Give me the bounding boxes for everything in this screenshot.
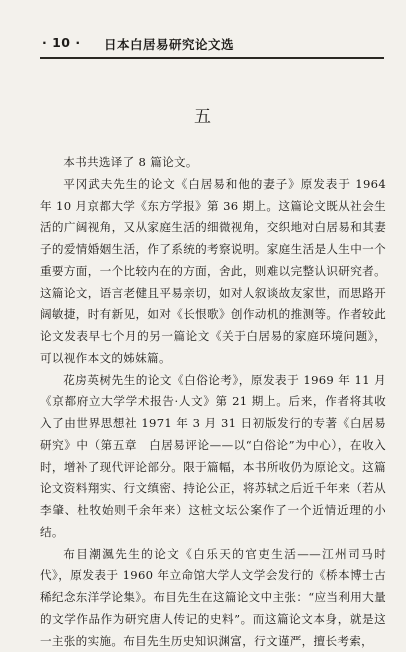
page-number: · 10 · (42, 35, 81, 50)
running-title: 日本白居易研究论文选 (104, 35, 234, 53)
body-text (40, 152, 386, 652)
paragraph: 布目潮渢先生的论文《白乐天的官吏生活——江州司马时代》，原发表于 1960 年立命馆大学人文学会发行的《桥本博士古稀纪念东洋学论集》。布目先生在这篇论文中主张：“应当利用大量的文学作品作为研究唐人传记的史料”。而这篇论文本身，就是这一主张的实施。布目先生历史知识渊富，行文谨严，擅长考索， (40, 544, 386, 652)
header-rule (40, 57, 384, 59)
paragraph: 花房英树先生的论文《白俗论考》，原发表于 1969 年 11 月《京都府立大学学术报告·人文》第 21 期上。后来，作者将其收入了由世界思想社 1971 年 3 月 31 日初版发行的专著《白居易研究》中（第五章 白居易评论——以“白俗论”为中心），在收入时，增补了现代评论部分。限于篇幅，本书所收仍为原论文。这篇论文资料翔实、行文缜密、持论公正，将苏轼之后近千年来（若从李肇、杜牧始则千余年来）这桩文坛公案作了一个近情近理的小结。 (40, 370, 386, 544)
page-header (42, 33, 382, 53)
section-title: 五 (0, 102, 406, 127)
paragraph: 平冈武夫先生的论文《白居易和他的妻子》原发表于 1964 年 10 月京都大学《东方学报》第 36 期上。这篇论文既从社会生活的广阔视角，又从家庭生活的细微视角，交织地对白居易和其妻子的爱情婚姻生活，作了系统的考察说明。家庭生活是人生中一个重要方面，一个比较内在的方面，舍此，则难以完整认识研究者。这篇论文，语言老健且平易亲切，如对人叙谈故友家世，而思路开阔敏捷，时有新见，如对《长恨歌》创作动机的推测等。作者较此论文发表早七个月的另一篇论文《关于白居易的家庭环境问题》，可以视作本文的姊妹篇。 (40, 174, 386, 370)
paragraph: 本书共选译了 8 篇论文。 (40, 152, 386, 174)
